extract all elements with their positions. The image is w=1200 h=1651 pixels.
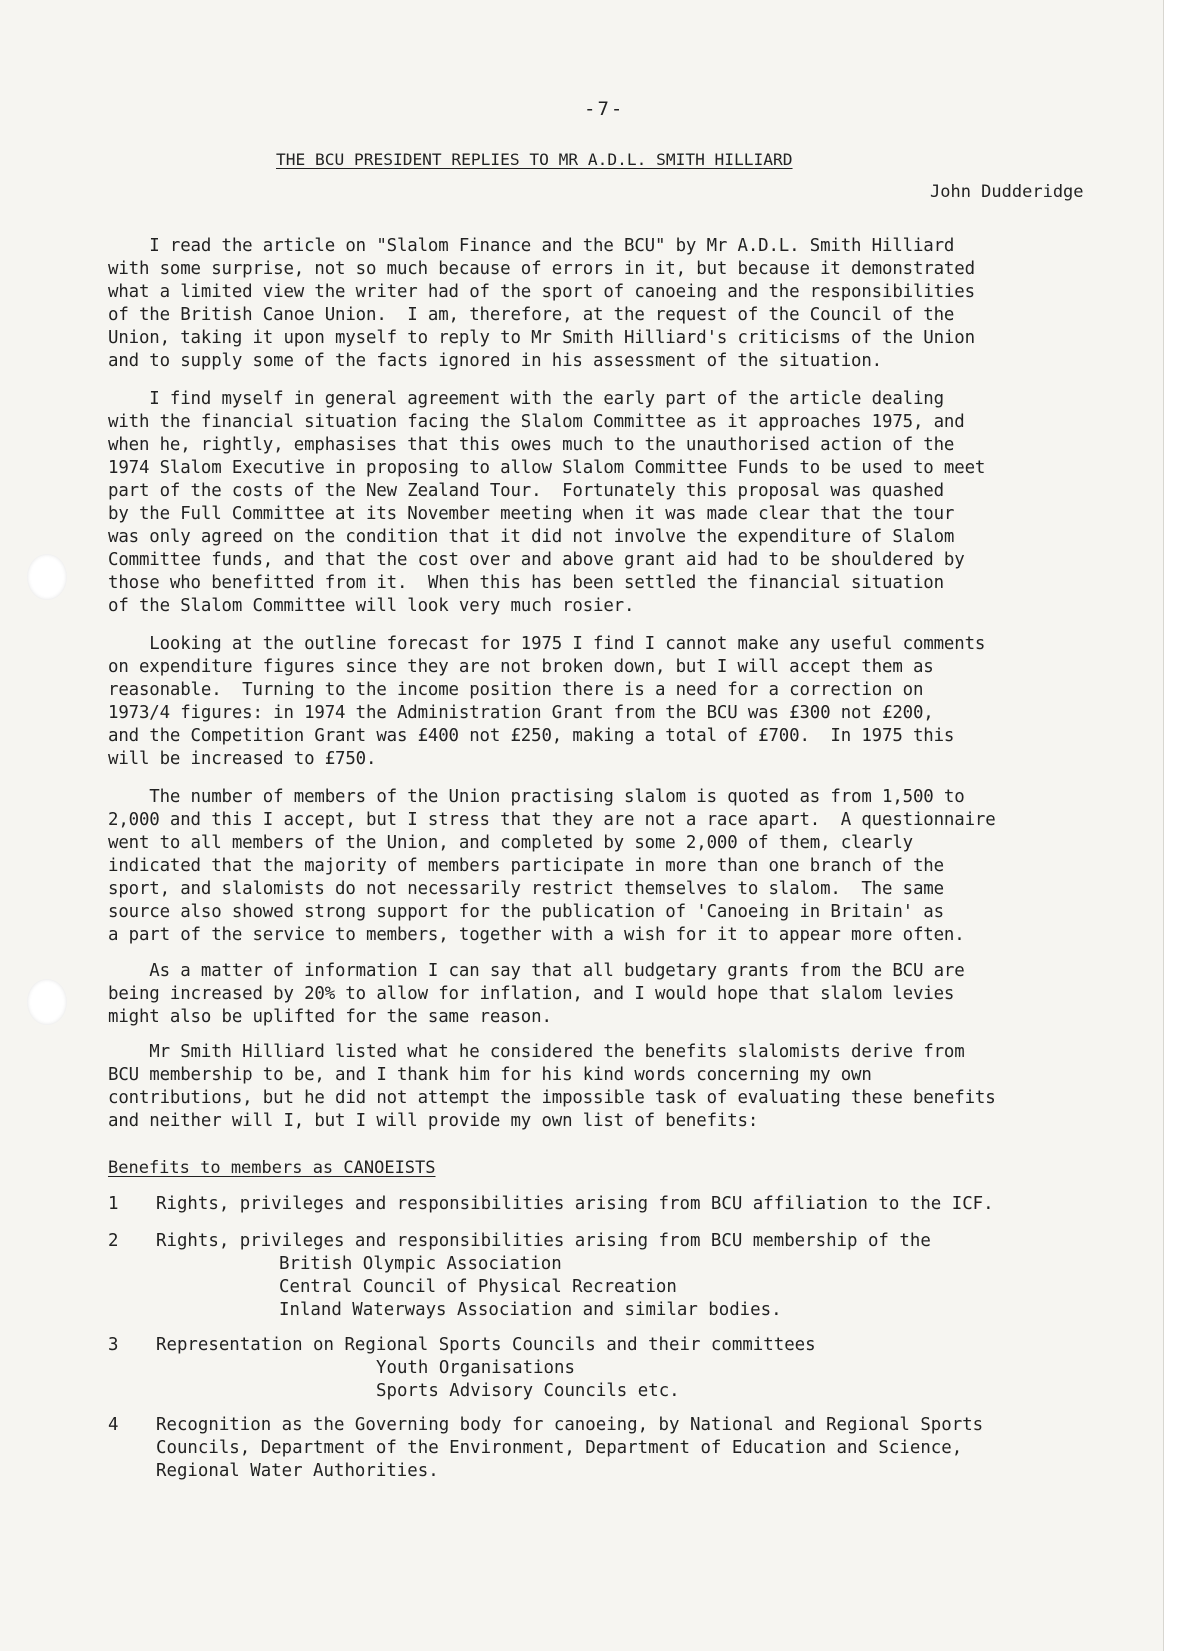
list-item-text: Representation on Regional Sports Councils and their committees — [156, 1335, 816, 1355]
list-item-text: Recognition as the Governing body for canoeing, by National and Regional Sports Councils, Department of the Environment, Department of Education and Science, Regional Water Authorities. — [156, 1415, 984, 1481]
paragraph-3: Looking at the outline forecast for 1975 I find I cannot make any useful comments on expenditure figures since they are not broken down, but I will accept them as reasonable. Turning to the income position there is a need for a correction on 1973/4 figures: in 1974 the Administration Grant from the BCU was £300 not £200, and the Competition Grant was £400 not £250, making a total of £700. In 1975 this will be increased to £750. — [108, 634, 986, 769]
paragraph-5: As a matter of information I can say that all budgetary grants from the BCU are being increased by 20% to allow for inflation, and I would hope that slalom levies might also be uplifted for the same reason. — [108, 961, 965, 1027]
article-author: John Dudderidge — [930, 182, 1084, 202]
list-item-number: 3 — [108, 1335, 119, 1355]
paragraph-4: The number of members of the Union practising slalom is quoted as from 1,500 to 2,000 and this I accept, but I stress that they are not a race apart. A questionnaire went to all members of the Union, and completed by some 2,000 of them, clearly indicated that the majority of members participate in more than one branch of the sport, and slalomists do not necessarily restrict themselves to slalom. The same source also showed strong support for the publication of 'Canoeing in Britain' as a part of the service to members, together with a wish for it to appear more often. — [108, 787, 996, 945]
benefits-heading: Benefits to members as CANOEISTS — [108, 1158, 436, 1178]
list-item-number: 2 — [108, 1231, 119, 1251]
paragraph-2: I find myself in general agreement with the early part of the article dealing with the financial situation facing the Slalom Committee as it approaches 1975, and when he, rightly, emphasises that this owes much to the unauthorised action of the 1974 Slalom Executive in proposing to allow Slalom Committee Funds to be used to meet part of the costs of the New Zealand Tour. Fortunately this proposal was quashed by the Full Committee at its November meeting when it was made clear that the tour was only agreed on the condition that it did not involve the expenditure of Slalom Committee funds, and that the cost over and above grant aid had to be shouldered by those who benefitted from it. When this has been settled the financial situation of the Slalom Committee will look very much rosier. — [108, 389, 986, 616]
list-item-number: 1 — [108, 1194, 119, 1214]
paragraph-1: I read the article on "Slalom Finance and the BCU" by Mr A.D.L. Smith Hilliard with some surprise, not so much because of errors in it, but because it demonstrated what a limited view the writer had of the sport of canoeing and the responsibilities of the British Canoe Union. I am, therefore, at the request of the Council of the Union, taking it upon myself to reply to Mr Smith Hilliard's criticisms of the Union and to supply some of the facts ignored in his assessment of the situation. — [108, 236, 975, 371]
list-subitem: Inland Waterways Association and similar bodies. — [279, 1300, 782, 1320]
punch-hole — [27, 554, 67, 600]
article-title: THE BCU PRESIDENT REPLIES TO MR A.D.L. SMITH HILLIARD — [276, 150, 793, 169]
list-item-number: 4 — [108, 1415, 119, 1435]
list-subitem: Youth Organisations — [376, 1358, 575, 1378]
list-subitem: Sports Advisory Councils etc. — [376, 1381, 680, 1401]
list-item-text: Rights, privileges and responsibilities arising from BCU membership of the — [156, 1231, 931, 1251]
list-subitem: British Olympic Association — [279, 1254, 562, 1274]
punch-hole — [27, 979, 67, 1025]
paragraph-6: Mr Smith Hilliard listed what he considered the benefits slalomists derive from BCU membership to be, and I thank him for his kind words concerning my own contributions, but he did not attempt the impossible task of evaluating these benefits and neither will I, but I will provide my own list of benefits: — [108, 1042, 996, 1131]
list-item-text: Rights, privileges and responsibilities arising from BCU affiliation to the ICF. — [156, 1194, 994, 1214]
list-subitem: Central Council of Physical Recreation — [279, 1277, 677, 1297]
page-number: -7- — [584, 98, 625, 120]
